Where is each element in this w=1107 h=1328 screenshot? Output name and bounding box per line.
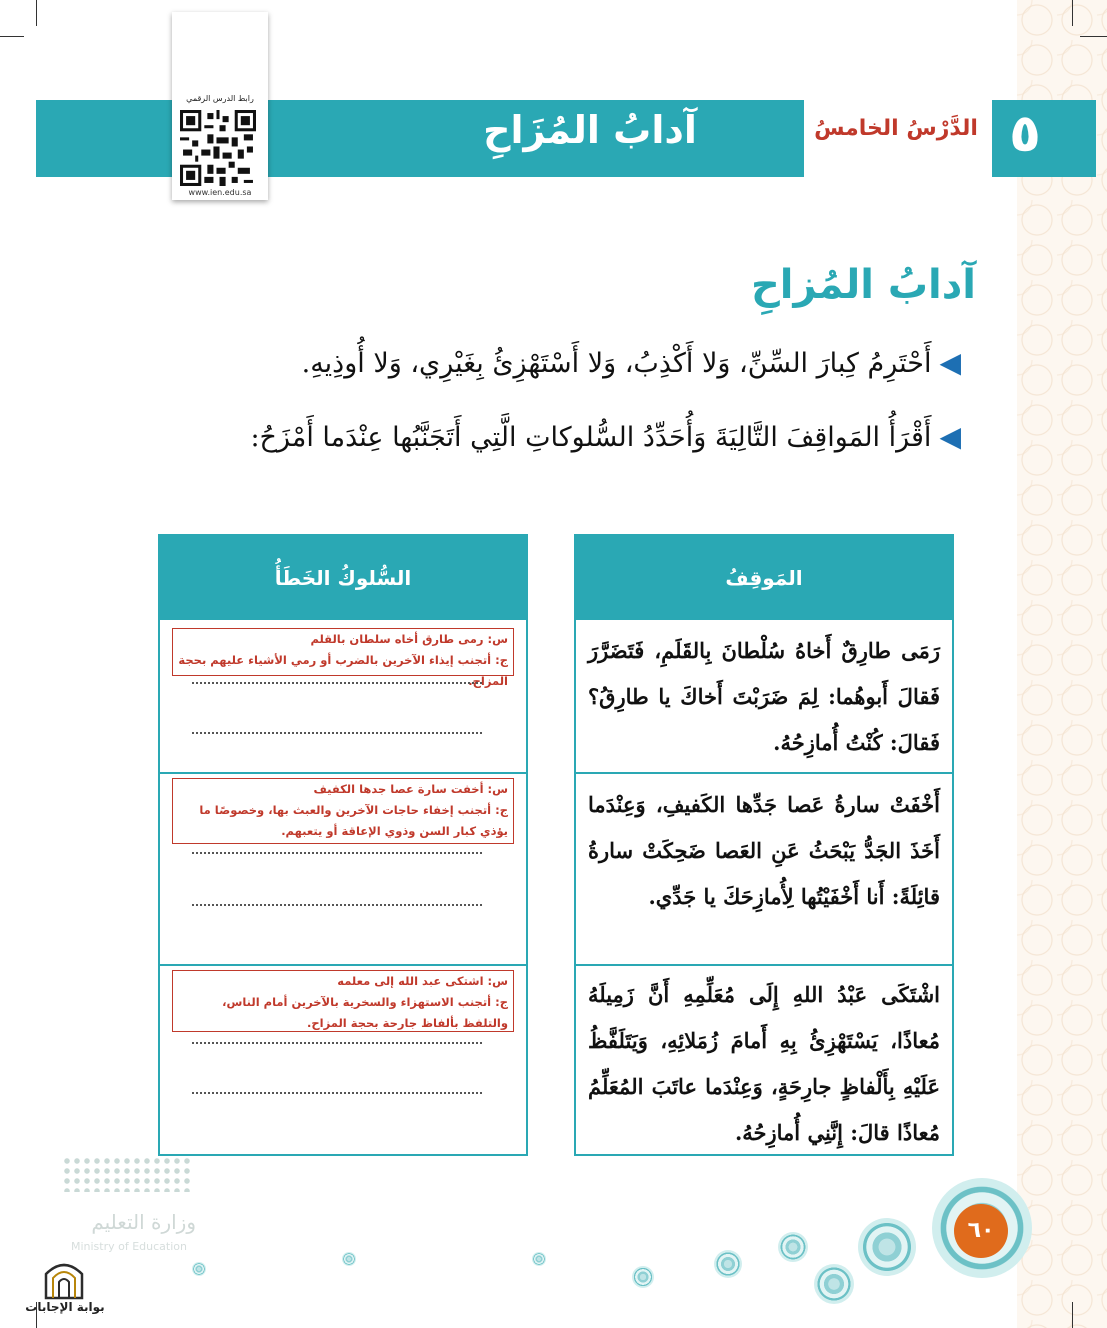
lesson-number: ٥: [1009, 104, 1041, 164]
answer-text: ج: أتجنب الاستهزاء والسخرية بالآخرين أمام الناس، والتلفظ بألفاظ جارحة بحجة المزاح.: [222, 995, 508, 1030]
rosette-ornament: [814, 1264, 854, 1304]
answer-box: [172, 970, 514, 1032]
bullet-item: [201, 346, 961, 379]
answer-question: س: رمى طارق أخاه سلطان بالقلم: [310, 632, 508, 646]
crop-mark: [1072, 1302, 1073, 1328]
answer-text: ج: أتجنب إخفاء حاجات الآخرين والعبث بها، وخصوصًا ما يؤذي كبار السن وذوي الإعاقة أو يتعبهم.: [199, 803, 508, 838]
ministry-name-ar: وزارة التعليم: [91, 1210, 196, 1234]
watermark-label: بوابة الإجابات: [25, 1300, 105, 1314]
row-divider: [576, 964, 952, 966]
answer-text: ج: أتجنب إيذاء الآخرين بالضرب أو رمي الأشياء عليهم بحجة المزاح.: [178, 653, 508, 688]
rosette-ornament: [532, 1252, 546, 1266]
situation-text: اشْتَكَى عَبْدُ اللهِ إِلَى مُعَلِّمِهِ أَنَّ زَمِيلَهُ مُعاذًا، يَسْتَهْزِئُ بِهِ أَمامَ زُمَلائِهِ، وَيَتَلَفَّظُ عَلَيْهِ بِأَلْفاظٍ جارِحَةٍ، وَعِنْدَما عاتَبَ المُعَلِّمُ مُعاذًا قالَ: إِنَّنِي أُمازِحُهُ.: [588, 982, 940, 1145]
situation-text: رَمَى طارِقٌ أَخاهُ سُلْطانَ بِالقَلَمِ، فَتَضَرَّرَ فَقالَ أَبوهُما: لِمَ ضَرَبْتَ أَخاكَ يا طارِقُ؟ فَقالَ: كُنْتُ أُمازِحُهُ.: [588, 638, 940, 755]
bullet-text: أَقْرَأُ المَواقِفَ التَّالِيَةَ وَأُحَدِّدُ السُّلوكاتِ الَّتِي أَتَجَنَّبُها عِنْدَما أَمْزَحُ:: [250, 422, 932, 453]
answer-box: [172, 628, 514, 688]
answer-line[interactable]: [192, 852, 482, 854]
situation-header: المَوقِفُ: [576, 536, 952, 620]
side-pattern: [1017, 0, 1107, 1328]
lesson-title: آدابُ المُزَاحِ: [483, 108, 697, 152]
situation-text: أَخْفَتْ سارةُ عَصا جَدِّها الكَفيفِ، وَعِنْدَما أَخَذَ الجَدُّ يَبْحَثُ عَنِ العَصا ضَحِكَتْ سارةُ قائِلَةً: أَنا أَخْفَيْتُها لِأُمازِحَكَ يا جَدِّي.: [588, 792, 940, 909]
crop-mark: [0, 36, 24, 37]
page-number: ٦٠: [954, 1204, 1008, 1258]
crop-mark: [1072, 0, 1073, 26]
rosette-ornament: [632, 1266, 654, 1288]
row-divider: [576, 772, 952, 774]
rosette-ornament: [858, 1218, 916, 1276]
answer-line[interactable]: [192, 732, 482, 734]
rosette-ornament: [192, 1262, 206, 1276]
qr-label: رابط الدرس الرقمي: [186, 94, 254, 103]
section-title: آدابُ المُزاحِ: [750, 262, 976, 308]
row-divider: [160, 964, 526, 966]
answer-line[interactable]: [192, 1092, 482, 1094]
bullet-item: [201, 420, 961, 453]
behavior-table: [158, 534, 528, 1156]
qr-code-icon[interactable]: [180, 110, 256, 186]
answer-line[interactable]: [192, 904, 482, 906]
rosette-ornament: [778, 1232, 808, 1262]
qr-card[interactable]: [172, 12, 268, 200]
answer-line[interactable]: [192, 1042, 482, 1044]
rosette-ornament: [342, 1252, 356, 1266]
answer-question: س: اشتكى عبد الله إلى معلمه: [337, 974, 508, 988]
crop-mark: [36, 0, 37, 26]
answer-line[interactable]: [192, 682, 482, 684]
answer-box: [172, 778, 514, 844]
ministry-name-en: Ministry of Education: [70, 1240, 187, 1253]
crop-mark: [1080, 36, 1107, 37]
lesson-label: الدَّرْسُ الخامسُ: [814, 116, 978, 141]
rosette-ornament: [714, 1250, 742, 1278]
bullet-text: أَحْتَرِمُ كِبارَ السِّنِّ، وَلا أَكْذِبُ، وَلا أَسْتَهْزِئُ بِغَيْرِي، وَلا أُوذِيهِ.: [301, 348, 932, 379]
answer-question: س: أخفت سارة عصا جدها الكفيف: [313, 782, 508, 796]
ministry-logo-icon: [62, 1156, 194, 1192]
behavior-header: السُّلوكُ الخَطَأُ: [160, 536, 526, 620]
gate-logo-icon: [42, 1258, 86, 1300]
triangle-bullet-icon: ◀: [939, 420, 961, 453]
triangle-bullet-icon: ◀: [939, 346, 961, 379]
row-divider: [160, 772, 526, 774]
qr-url[interactable]: www.ien.edu.sa: [188, 188, 252, 197]
situation-table: [574, 534, 954, 1156]
